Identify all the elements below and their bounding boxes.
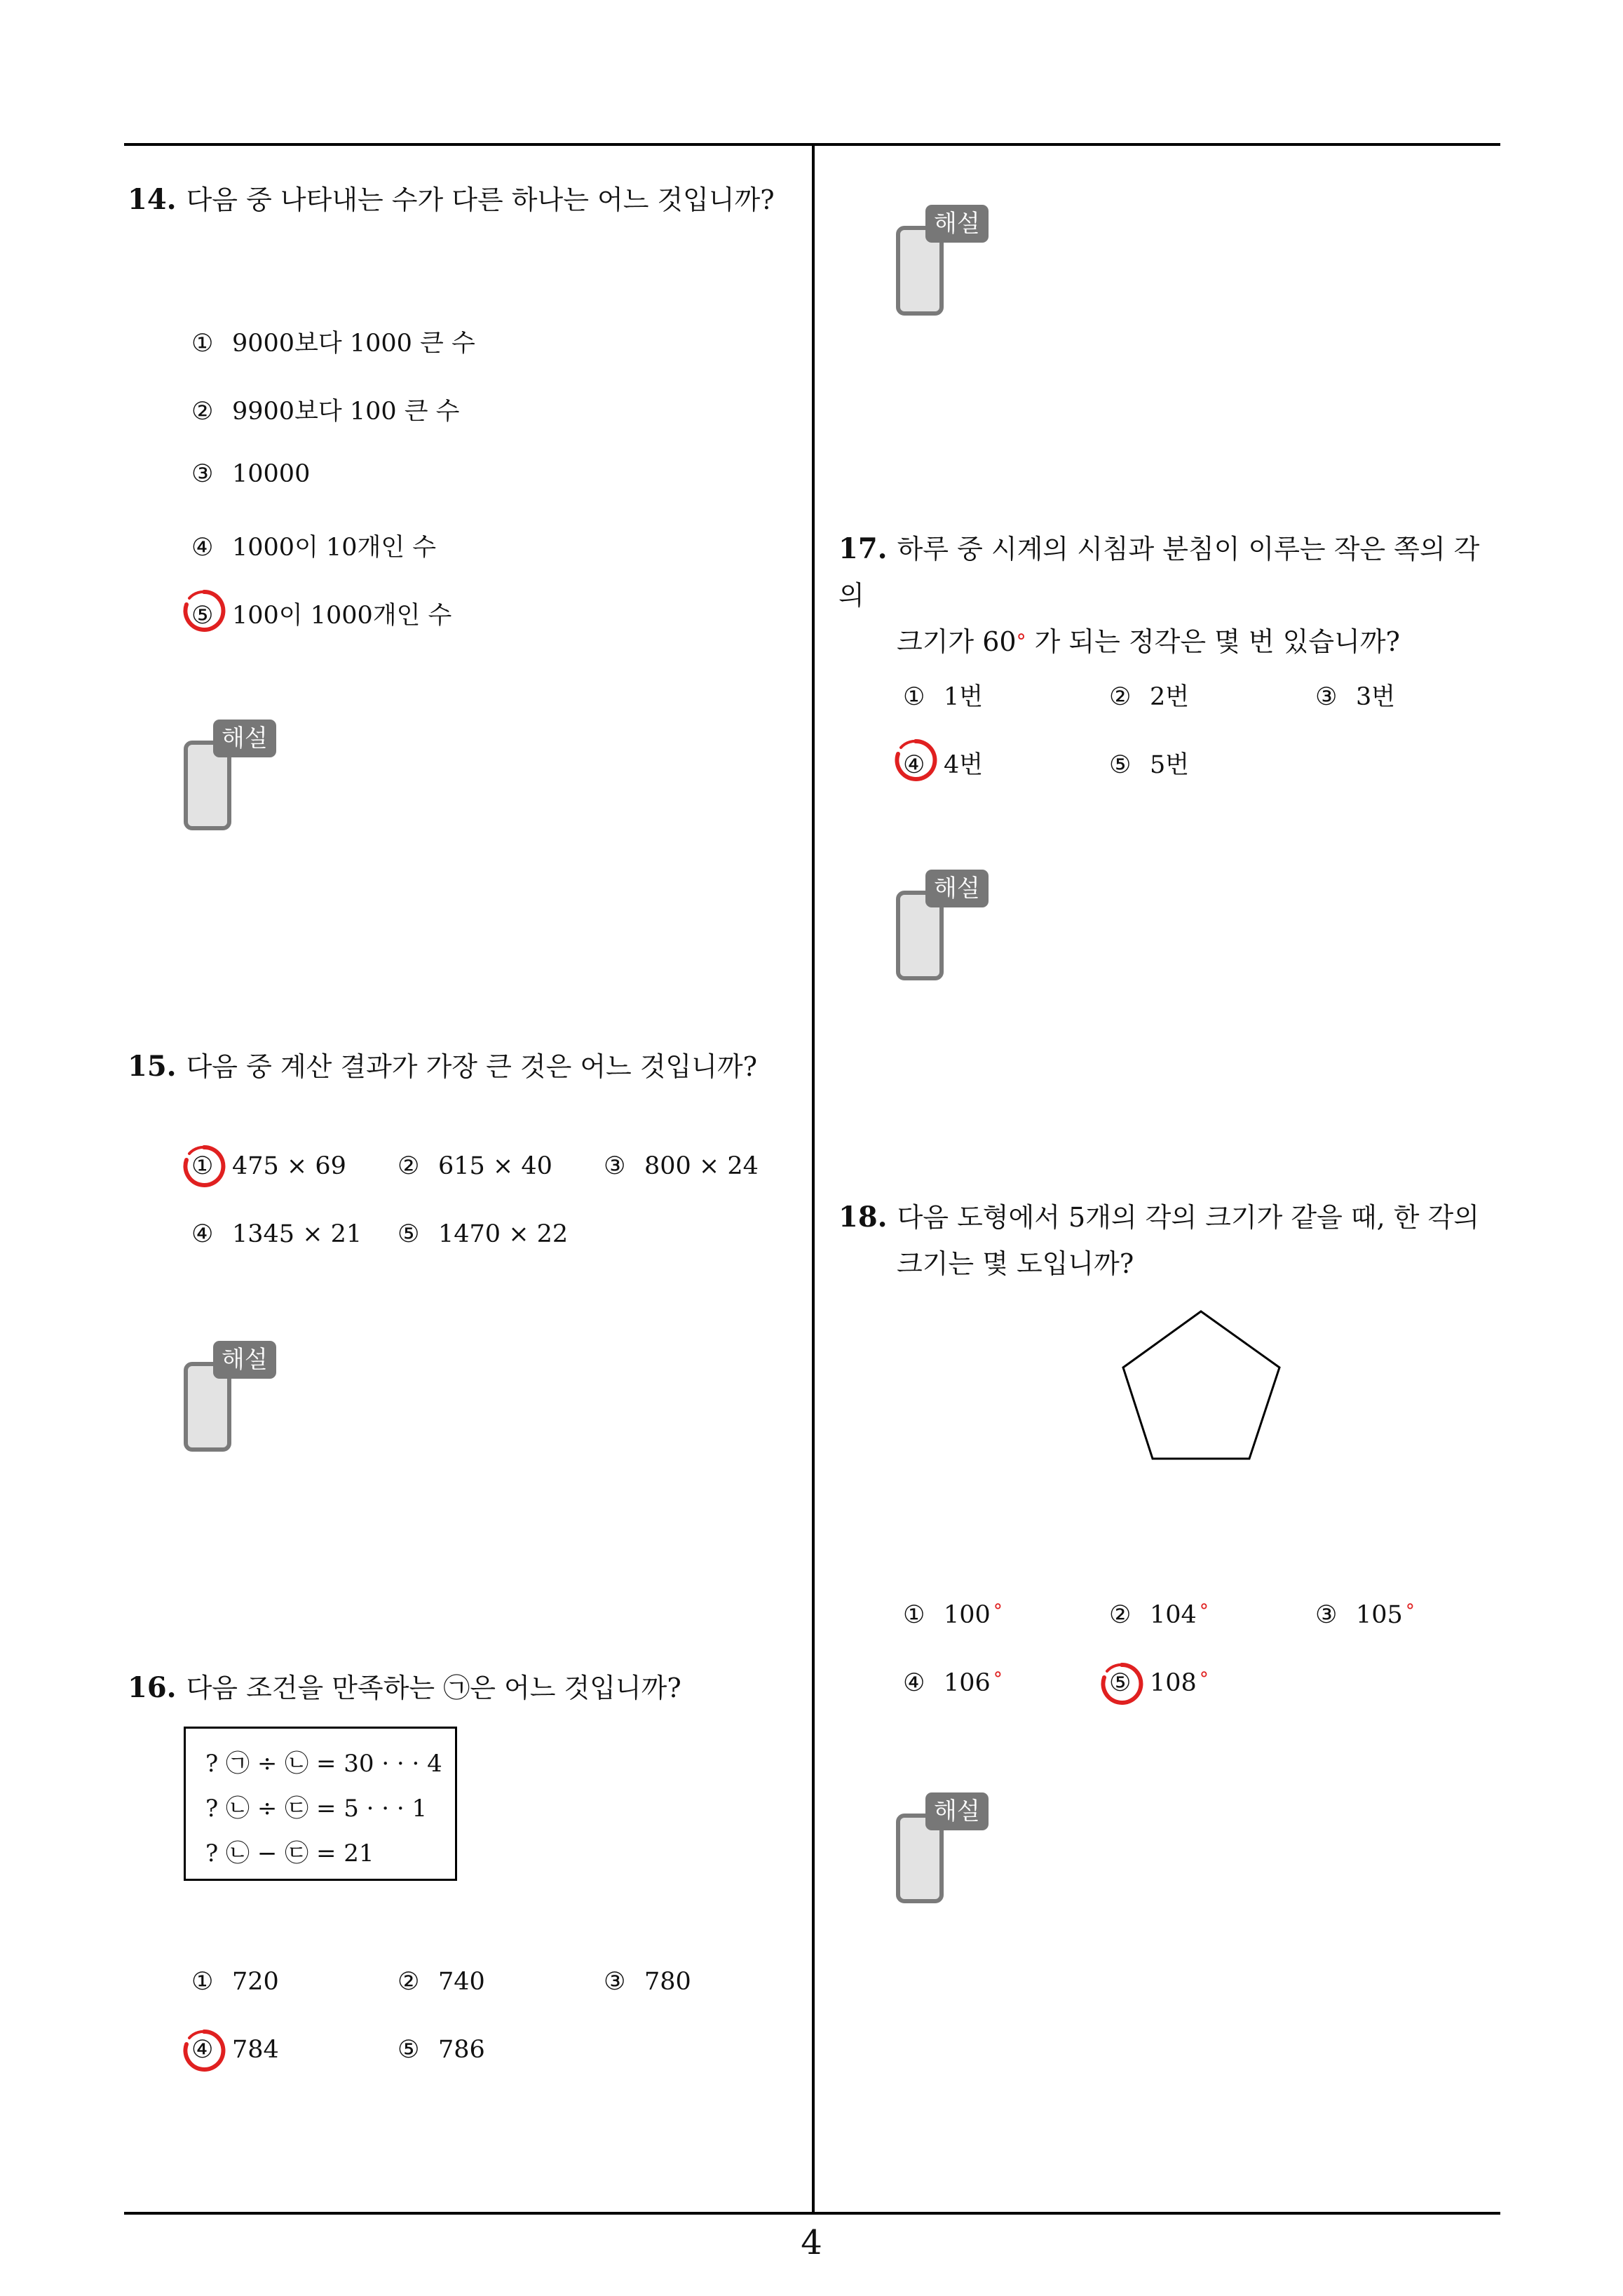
- explain-label: 해설: [925, 870, 989, 907]
- option-16-2[interactable]: ② 740: [398, 1968, 485, 1996]
- explain-button-17[interactable]: [896, 870, 994, 968]
- explain-label: 해설: [213, 720, 276, 757]
- explain-button-15[interactable]: [184, 1341, 282, 1439]
- question-15: [128, 1044, 801, 1090]
- option-15-1[interactable]: ① 475 × 69: [191, 1152, 346, 1180]
- option-14-5[interactable]: ⑤ 100이 1000개인 수: [191, 602, 452, 630]
- column-divider: [812, 143, 815, 2215]
- option-17-2[interactable]: ② 2번: [1109, 683, 1190, 711]
- condition-3: ? ㉡ − ㉢ = 21: [205, 1839, 374, 1868]
- question-text-line1: 하루 중 시계의 시침과 분침이 이루는 작은 쪽의 각의: [838, 534, 1480, 611]
- question-14: [128, 177, 801, 223]
- question-16: [128, 1665, 801, 1711]
- question-number: 14.: [128, 183, 177, 216]
- option-14-3[interactable]: ③ 10000: [191, 460, 311, 488]
- option-18-4[interactable]: ④ 106 °: [903, 1669, 1003, 1697]
- option-15-5[interactable]: ⑤ 1470 × 22: [398, 1220, 569, 1248]
- question-text-line2: 크기는 몇 도입니까?: [897, 1248, 1134, 1279]
- degree-symbol: °: [1016, 630, 1026, 653]
- condition-1: ? ㉠ ÷ ㉡ = 30 · · · 4: [205, 1750, 442, 1778]
- condition-2: ? ㉡ ÷ ㉢ = 5 · · · 1: [205, 1795, 428, 1823]
- option-14-2[interactable]: ② 9900보다 100 큰 수: [191, 398, 460, 426]
- option-17-1[interactable]: ① 1번: [903, 683, 984, 711]
- option-14-4[interactable]: ④ 1000이 10개인 수: [191, 534, 437, 562]
- question-text-line2a: 크기가 60: [897, 626, 1017, 657]
- question-number: 18.: [838, 1201, 888, 1234]
- explain-button-14[interactable]: [184, 720, 282, 818]
- option-18-5[interactable]: ⑤ 108 °: [1109, 1669, 1209, 1697]
- explain-label: 해설: [925, 1792, 989, 1830]
- question-number: 15.: [128, 1050, 177, 1083]
- explain-button-18[interactable]: [896, 1792, 994, 1891]
- option-17-4[interactable]: ④ 4번: [903, 751, 984, 779]
- option-15-4[interactable]: ④ 1345 × 21: [191, 1220, 362, 1248]
- explain-label: 해설: [213, 1341, 276, 1379]
- option-14-1[interactable]: ① 9000보다 1000 큰 수: [191, 330, 475, 358]
- explain-label: 해설: [925, 205, 989, 243]
- question-number: 17.: [838, 532, 888, 565]
- question-17: [838, 526, 1498, 665]
- question-text: 다음 조건을 만족하는 ㉠은 어느 것입니까?: [186, 1673, 681, 1703]
- option-15-3[interactable]: ③ 800 × 24: [604, 1152, 759, 1180]
- option-18-1[interactable]: ① 100 °: [903, 1601, 1003, 1629]
- page-number: 4: [801, 2223, 822, 2262]
- pentagon-figure: [1115, 1306, 1290, 1474]
- question-18: [838, 1194, 1498, 1287]
- option-16-1[interactable]: ① 720: [191, 1968, 279, 1996]
- option-16-5[interactable]: ⑤ 786: [398, 2036, 485, 2064]
- option-17-3[interactable]: ③ 3번: [1315, 683, 1396, 711]
- question-text: 다음 중 계산 결과가 가장 큰 것은 어느 것입니까?: [186, 1051, 758, 1082]
- option-18-2[interactable]: ② 104 °: [1109, 1601, 1209, 1629]
- option-18-3[interactable]: ③ 105 °: [1315, 1601, 1415, 1629]
- option-15-2[interactable]: ② 615 × 40: [398, 1152, 552, 1180]
- bottom-rule: [124, 2212, 1500, 2215]
- question-text: 다음 중 나타내는 수가 다른 하나는 어느 것입니까?: [186, 184, 775, 215]
- explain-button-16[interactable]: [896, 205, 994, 303]
- question-number: 16.: [128, 1671, 177, 1704]
- question-text-line2b: 가 되는 정각은 몇 번 있습니까?: [1026, 626, 1400, 657]
- option-17-5[interactable]: ⑤ 5번: [1109, 751, 1190, 779]
- condition-box: [184, 1727, 457, 1881]
- question-text-line1: 다음 도형에서 5개의 각의 크기가 같을 때, 한 각의: [897, 1202, 1479, 1233]
- option-16-4[interactable]: ④ 784: [191, 2036, 279, 2064]
- option-16-3[interactable]: ③ 780: [604, 1968, 691, 1996]
